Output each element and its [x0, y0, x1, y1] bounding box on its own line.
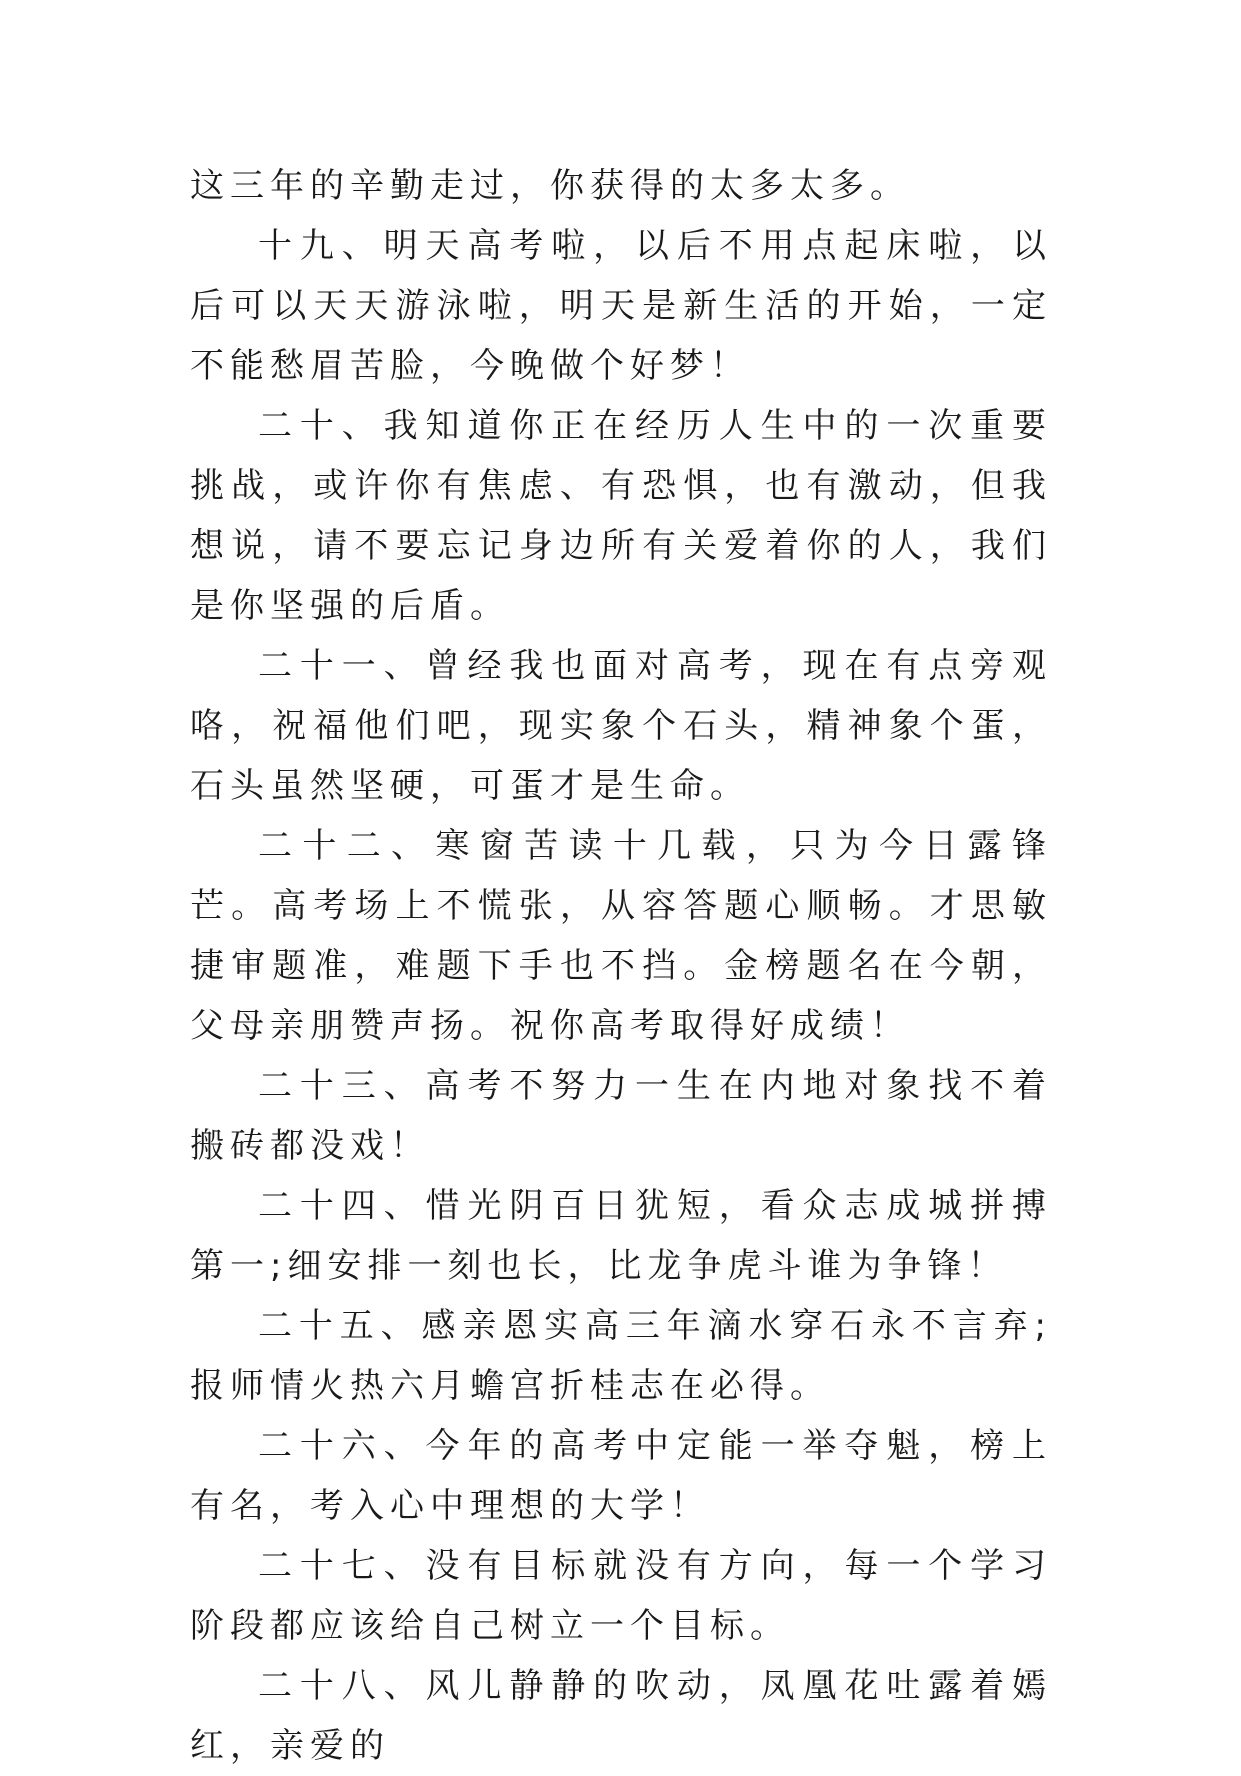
paragraph: 十九、明天高考啦，以后不用点起床啦，以后可以天天游泳啦，明天是新生活的开始，一定不能愁眉苦脸，今晚做个好梦！ [190, 226, 1052, 386]
paragraph: 二十八、风儿静静的吹动，凤凰花吐露着嫣红，亲爱的 [190, 1666, 1052, 1766]
paragraph: 二十五、感亲恩实高三年滴水穿石永不言弃;报师情火热六月蟾宫折桂志在必得。 [190, 1306, 1052, 1406]
paragraph: 二十四、惜光阴百日犹短，看众志成城拼搏第一;细安排一刻也长，比龙争虎斗谁为争锋！ [190, 1186, 1052, 1286]
paragraph: 这三年的辛勤走过，你获得的太多太多。 [190, 166, 910, 206]
paragraph: 二十一、曾经我也面对高考，现在有点旁观咯，祝福他们吧，现实象个石头，精神象个蛋，石头虽然坚硬，可蛋才是生命。 [190, 646, 1052, 806]
paragraph: 二十、我知道你正在经历人生中的一次重要挑战，或许你有焦虑、有恐惧，也有激动，但我想说，请不要忘记身边所有关爱着你的人，我们是你坚强的后盾。 [190, 406, 1052, 626]
paragraph: 二十六、今年的高考中定能一举夺魁，榜上有名，考入心中理想的大学！ [190, 1426, 1052, 1526]
paragraph: 二十三、高考不努力一生在内地对象找不着搬砖都没戏！ [190, 1066, 1052, 1166]
document-body [190, 156, 1052, 1776]
paragraph: 二十二、寒窗苦读十几载，只为今日露锋芒。高考场上不慌张，从容答题心顺畅。才思敏捷审题准，难题下手也不挡。金榜题名在今朝，父母亲朋赞声扬。祝你高考取得好成绩！ [190, 826, 1052, 1046]
paragraph: 二十七、没有目标就没有方向，每一个学习阶段都应该给自己树立一个目标。 [190, 1546, 1052, 1646]
